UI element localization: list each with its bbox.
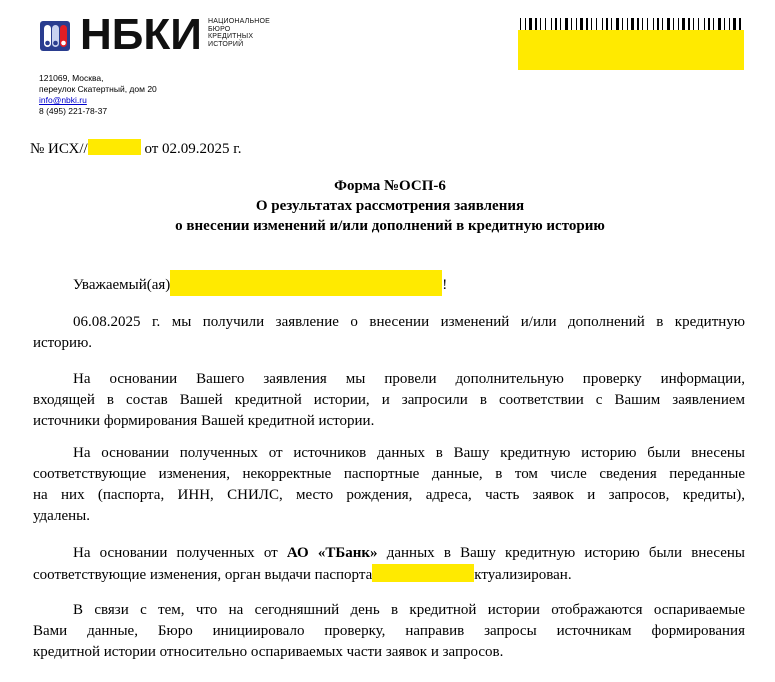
greeting bbox=[73, 270, 447, 297]
logo-wordmark: НБКИ bbox=[80, 10, 202, 59]
form-subtitle: о внесении изменений и/или дополнений в кредитную историю bbox=[175, 218, 605, 234]
sender-address bbox=[39, 73, 157, 117]
paragraph-line bbox=[33, 543, 745, 564]
redaction-block bbox=[170, 270, 442, 296]
greeting-prefix: Уважаемый(ая) bbox=[73, 277, 171, 293]
paragraph-line: 06.08.2025 г. мы получили заявление о внесении изменений и/или дополнений в кредитную bbox=[73, 314, 745, 330]
paragraph-line: соответствующие изменения, некорректные паспортные данные, в том числе сведения переданные bbox=[33, 466, 745, 482]
logo-subtitle-line: КРЕДИТНЫХ bbox=[208, 33, 254, 40]
paragraph-line: На основании полученных от источников данных в Вашу кредитную историю были внесены bbox=[73, 445, 745, 461]
paragraph-line: на них (паспорта, ИНН, СНИЛС, место рождения, адреса, часть заявок и запросов, кредиты), bbox=[33, 487, 745, 503]
paragraph-text: ктуализирован. bbox=[474, 567, 572, 583]
paragraph-dispute bbox=[33, 600, 745, 663]
address-line: переулок Скатертный, дом 20 bbox=[39, 84, 157, 94]
paragraph-tbank bbox=[33, 543, 745, 586]
reference-prefix: № ИСХ// bbox=[30, 141, 88, 157]
paragraph-line: кредитной истории относительно оспариваемых части заявок и запросов. bbox=[33, 644, 504, 660]
paragraph-line: удалены. bbox=[33, 508, 90, 524]
reference-date: от 02.09.2025 г. bbox=[144, 141, 242, 157]
redaction-block bbox=[372, 564, 474, 582]
paragraph-verification bbox=[33, 369, 745, 432]
logo-subtitle-line: НАЦИОНАЛЬНОЕ bbox=[208, 18, 271, 25]
logo-subtitle-line: ИСТОРИЙ bbox=[208, 40, 244, 48]
paragraph-text: На основании полученных от bbox=[73, 545, 287, 561]
paragraph-line: источники формирования Вашей кредитной истории. bbox=[33, 413, 375, 429]
nbki-logo-icon bbox=[40, 21, 70, 51]
paragraph-received bbox=[33, 312, 745, 354]
address-line: 121069, Москва, bbox=[39, 73, 104, 83]
paragraph-text: соответствующие изменения, орган выдачи паспорта bbox=[33, 567, 373, 583]
paragraph-line: Вами данные, Бюро инициировало проверку, направив запросы источникам формирования bbox=[33, 623, 745, 639]
form-subtitle: О результатах рассмотрения заявления bbox=[255, 198, 525, 214]
redaction-block bbox=[518, 30, 744, 70]
paragraph-changes bbox=[33, 443, 745, 527]
redaction-block bbox=[88, 139, 141, 155]
phone-number: 8 (495) 221-78-37 bbox=[39, 106, 108, 116]
email-link[interactable]: info@nbki.ru bbox=[39, 95, 87, 105]
form-title: Форма №ОСП-6 bbox=[334, 178, 446, 194]
outgoing-reference bbox=[30, 139, 242, 159]
logo-subtitle-line: БЮРО bbox=[208, 25, 231, 33]
logo-subtitle bbox=[208, 18, 288, 48]
paragraph-line: В связи с тем, что на сегодняшний день в кредитной истории отображаются оспариваемые bbox=[73, 602, 745, 618]
creditor-name: АО «ТБанк» bbox=[286, 545, 378, 561]
paragraph-line: историю. bbox=[33, 335, 93, 351]
paragraph-line: На основании Вашего заявления мы провели дополнительную проверку информации, bbox=[73, 371, 745, 387]
paragraph-line bbox=[33, 564, 745, 586]
paragraph-text: данных в Вашу кредитную историю были внесены bbox=[377, 545, 745, 561]
paragraph-line: входящей в состав Вашей кредитной истории, и запросили в соответствии с Вашим заявлением bbox=[33, 392, 745, 408]
greeting-suffix: ! bbox=[442, 277, 448, 293]
